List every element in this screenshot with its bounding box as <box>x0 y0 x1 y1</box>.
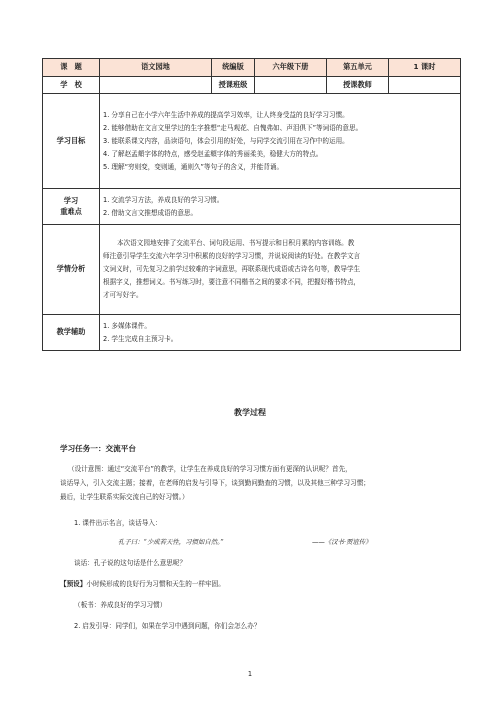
key-points-list <box>100 189 461 225</box>
goal-item: 3. 能联系课文内容，品读语句，体会引用的好处，与同学交流引用在习作中的运用。 <box>103 136 349 145</box>
table-row-key-points <box>43 189 461 225</box>
preset-text: 小时候形成的良好行为习惯和天生的一样牢固。 <box>86 580 225 588</box>
preset-tag: 【预设】 <box>60 580 87 588</box>
talk-text: 谈话：孔子说的这句话是什么意思呢？ <box>74 559 187 567</box>
analysis-line: 师注意引导学生交流六年学习中积累的良好的学习习惯，并说说阅读的好处。在教学文言 <box>103 252 361 260</box>
goals-list <box>100 94 461 189</box>
step1-text: 1. 课件出示名言，谈话导入： <box>74 519 162 527</box>
aids-label: 教学辅助 <box>43 315 100 351</box>
aids-list <box>100 315 461 351</box>
goal-item: 2. 能够借助在文言文里学过的生字推想“走马观花、自愧弗如、声泪俱下”等词语的意思。 <box>103 123 363 132</box>
table-row-analysis <box>43 225 461 315</box>
quote-source: ——《汉书·贾谊传》 <box>312 538 372 546</box>
table-row-school <box>43 77 461 94</box>
school-label: 学 校 <box>43 77 100 94</box>
design-intent-paragraph <box>60 462 460 504</box>
board-text: （板书：养成良好的学习习惯） <box>74 601 167 609</box>
school-value <box>100 77 212 94</box>
goal-item: 5. 理解“穷则变，变则通，通则久”等句子的含义，并能背诵。 <box>103 162 284 171</box>
key-points-label-line2: 重难点 <box>60 206 82 216</box>
grade-value: 六年级下册 <box>255 59 327 77</box>
edition-value: 统编版 <box>212 59 255 77</box>
goal-item: 1. 分享自己在小学六年生活中养成的提高学习效率，让人终身受益的良好学习习惯。 <box>103 110 349 119</box>
design-line: 最后，让学生联系实际交流自己的好习惯。） <box>60 493 189 501</box>
table-row-course <box>43 59 461 77</box>
analysis-text <box>100 225 461 315</box>
hours-value: 1 课时 <box>389 59 461 77</box>
key-point-item: 1. 交流学习方法，养成良好的学习习惯。 <box>103 195 224 204</box>
analysis-line: 才可写好字。 <box>103 291 143 299</box>
teacher-value <box>389 77 461 94</box>
class-value <box>255 77 327 94</box>
task1-title: 学习任务一：交流平台 <box>60 444 136 453</box>
analysis-line: 文词义时，可先复习之前学过较难的字词意思，再联系现代成语或古诗名句等，教导学生 <box>103 265 361 273</box>
table-row-goals <box>43 94 461 189</box>
teacher-label: 授课教师 <box>327 77 389 94</box>
analysis-line: 本次语文园地安排了交流平台、词句段运用、书写提示和日积月累的内容训练。教 <box>117 239 355 247</box>
goals-label: 学习目标 <box>43 94 100 189</box>
lesson-plan-table <box>42 58 461 351</box>
analysis-label: 学情分析 <box>43 225 100 315</box>
process-title: 教学过程 <box>234 408 266 417</box>
aid-item: 1. 多媒体课件。 <box>103 321 151 330</box>
design-line: （设计意图：通过“交流平台”的教学，让学生在养成良好的学习习惯方面有更深的认识呢？首先， <box>68 465 352 473</box>
analysis-line: 根据字义，推想词义。书写练习时，要注意不同楷书之间的要求不同，把握好楷书特点， <box>103 278 361 286</box>
aid-item: 2. 学生完成自主预习卡。 <box>103 334 178 343</box>
key-point-item: 2. 借助文言文推想成语的意思。 <box>103 208 198 217</box>
course-label: 课 题 <box>43 59 100 77</box>
page-number: 1 <box>247 670 253 678</box>
goal-item: 4. 了解赵孟頫字体的特点，感受赵孟頫字体的秀丽柔美，稳健大方的特点。 <box>103 149 323 158</box>
course-value: 语文园地 <box>100 59 212 77</box>
unit-value: 第五单元 <box>327 59 389 77</box>
key-points-label-line1: 学习 <box>63 195 79 205</box>
class-label: 授课班级 <box>212 77 255 94</box>
preset-line <box>60 578 225 588</box>
design-line: 谈话导入，引入交流主题；接着，在老师的启发与引导下，谈到勤问勤查的习惯，以及其他三种学习习惯； <box>60 479 370 487</box>
step2-text: 2. 启发引导：同学们，如果在学习中遇到问题，你们会怎么办？ <box>74 622 261 630</box>
key-points-label <box>43 189 100 225</box>
table-row-aids <box>43 315 461 351</box>
quote-text: 孔子曰：“少成若天性，习惯如自然。” <box>118 538 224 546</box>
